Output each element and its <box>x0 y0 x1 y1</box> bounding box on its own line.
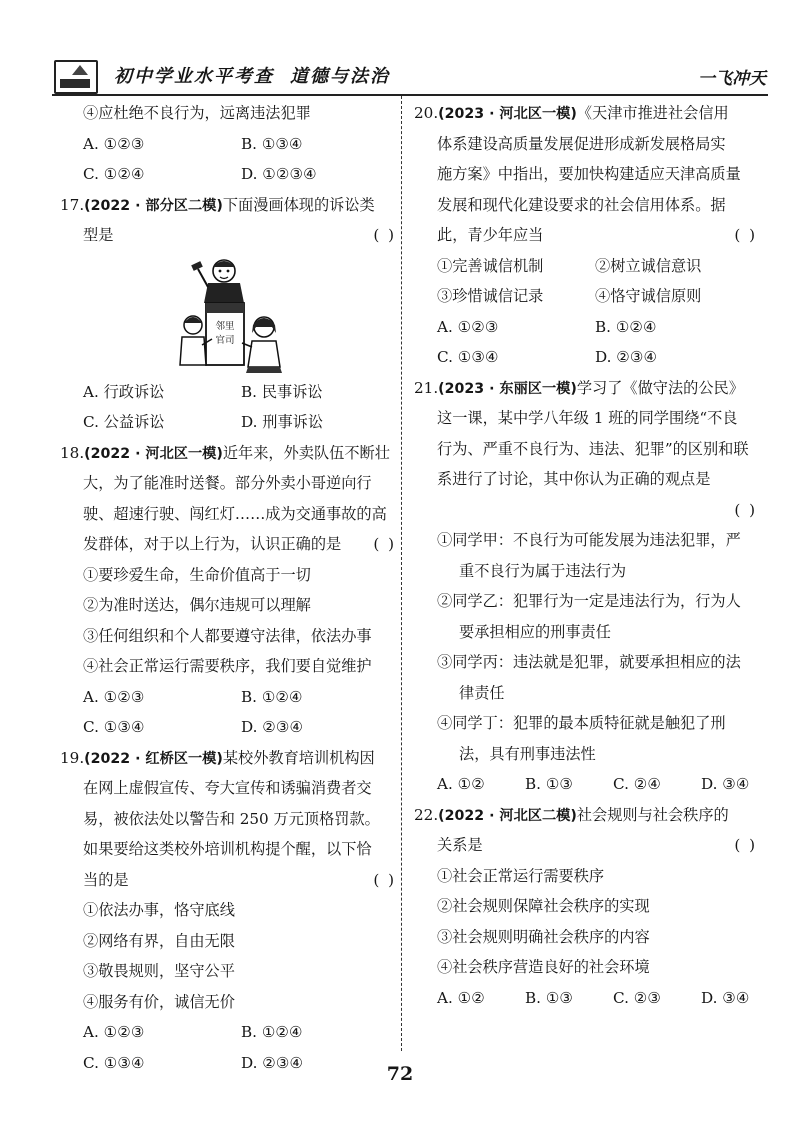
q20-items-row-1 <box>414 251 759 282</box>
q16-item-4: ④应杜绝不良行为，远离违法犯罪 <box>83 104 311 122</box>
q19-stem-line-2: 在网上虚假宣传、夸大宣传和诱骗消费者交 <box>83 779 372 797</box>
q19-option-d[interactable]: D. ②③④ <box>241 1053 304 1072</box>
q18-option-a[interactable]: A. ①②③ <box>83 687 145 706</box>
q19-option-c[interactable]: C. ①③④ <box>83 1053 145 1072</box>
q17-option-d[interactable]: D. 刑事诉讼 <box>241 413 324 431</box>
q20-answer-blank[interactable]: ( ) <box>734 226 757 244</box>
q19-option-a[interactable]: A. ①②③ <box>83 1023 145 1041</box>
q19-stem-line-5 <box>60 865 398 896</box>
q19-options-row-1 <box>60 1017 398 1048</box>
q17-options-row-2 <box>60 407 398 438</box>
q18-item-1: ①要珍爱生命，生命价值高于一切 <box>83 565 311 584</box>
q18-option-b[interactable]: B. ①②④ <box>241 687 303 706</box>
q16-option-a[interactable]: A. ①②③ <box>83 134 145 153</box>
q21-option-b[interactable]: B. ①③ <box>525 775 574 793</box>
q21-stem-line-2: 这一课，某中学八年级 1 班的同学围绕“不良 <box>437 409 738 427</box>
q17-answer-blank[interactable]: ( ) <box>373 226 396 244</box>
q22-item-2: ②社会规则保障社会秩序的实现 <box>437 897 650 915</box>
q16-option-c[interactable]: C. ①②④ <box>83 165 145 183</box>
q21-item-3-line-1: ③同学丙：违法就是犯罪，就要承担相应的法 <box>437 653 741 671</box>
page-number: 72 <box>386 1063 414 1085</box>
q19-item-4: ④服务有价，诚信无价 <box>83 992 235 1011</box>
q21-item-2-line-1: ②同学乙：犯罪行为一定是违法行为，行为人 <box>437 592 741 610</box>
q21-answer-blank[interactable]: ( ) <box>734 500 757 519</box>
q21-options-row <box>414 769 759 800</box>
header-title-left: 初中学业水平考查 <box>114 66 274 87</box>
q21-source: (2023 · 东丽区一模) <box>438 380 577 397</box>
q20-options-row-1 <box>414 312 759 343</box>
q16-option-d[interactable]: D. ①②③④ <box>241 165 317 183</box>
q20-items-row-2 <box>414 281 759 312</box>
q17-option-b[interactable]: B. 民事诉讼 <box>241 382 323 401</box>
q18-item-2: ②为准时送达，偶尔违规可以理解 <box>83 596 311 614</box>
question-16-tail <box>60 98 398 190</box>
q20-item-1: ①完善诚信机制 <box>437 256 544 275</box>
q18-options-row-1 <box>60 682 398 713</box>
q22-item-1: ①社会正常运行需要秩序 <box>437 866 605 885</box>
q22-option-d[interactable]: D. ③④ <box>701 988 750 1007</box>
question-21 <box>414 373 759 800</box>
question-18 <box>60 438 398 743</box>
q21-option-c[interactable]: C. ②④ <box>613 775 661 793</box>
q20-option-a[interactable]: A. ①②③ <box>437 317 499 336</box>
q20-stem-text: 《天津市推进社会信用 <box>576 104 729 122</box>
q20-stem-tail: 此，青少年应当 <box>437 226 544 244</box>
q18-stem-tail: 发群体，对于以上行为，认识正确的是 <box>83 535 342 553</box>
q19-stem-text: 某校外教育培训机构因 <box>222 748 375 767</box>
q21-item-1-line-1: ①同学甲：不良行为可能发展为违法犯罪，严 <box>437 531 741 549</box>
q18-option-d[interactable]: D. ②③④ <box>241 718 304 736</box>
q19-answer-blank[interactable]: ( ) <box>373 870 396 889</box>
question-17 <box>60 190 398 438</box>
q18-item-4: ④社会正常运行需要秩序，我们要自觉维护 <box>83 657 372 675</box>
q20-number: 20. <box>414 104 439 122</box>
q21-option-d[interactable]: D. ③④ <box>701 775 750 793</box>
q18-option-c[interactable]: C. ①③④ <box>83 718 145 736</box>
page-header <box>52 54 768 96</box>
q20-option-b[interactable]: B. ①②④ <box>595 317 657 336</box>
q20-item-2: ②树立诚信意识 <box>595 256 702 275</box>
q21-item-4-line-2: 法，具有刑事违法性 <box>459 744 596 763</box>
q19-item-1: ①依法办事，恪守底线 <box>83 901 235 919</box>
q18-item-3: ③任何组织和个人都要遵守法律，依法办事 <box>83 626 372 645</box>
q18-source: (2022 · 河北区一模) <box>84 445 223 462</box>
q21-stem-text: 学习了《做守法的公民》 <box>576 378 744 397</box>
q17-source: (2022 · 部分区二模) <box>84 197 223 214</box>
q17-number: 17. <box>60 195 85 214</box>
question-19 <box>60 743 398 1079</box>
question-20 <box>414 98 759 373</box>
q21-stem-line-3: 行为、严重不良行为、违法、犯罪”的区别和联 <box>437 439 749 458</box>
q22-options-row <box>414 983 759 1014</box>
q17-option-c[interactable]: C. 公益诉讼 <box>83 413 165 431</box>
q21-item-1-line-2: 重不良行为属于违法行为 <box>459 561 627 580</box>
q16-options-row-1 <box>60 129 398 160</box>
question-22 <box>414 800 759 1014</box>
q18-stem-line-2: 大，为了能准时送餐。部分外卖小哥逆向行 <box>83 474 372 492</box>
q19-number: 19. <box>60 748 85 767</box>
q19-stem-line-4: 如果要给这类校外培训机构提个醒，以下恰 <box>83 840 372 858</box>
q22-number: 22. <box>414 805 439 824</box>
q19-item-2: ②网络有界，自由无限 <box>83 931 235 950</box>
right-column <box>414 98 759 1013</box>
q21-stem-line-4: 系进行了讨论，其中你认为正确的观点是 <box>437 470 711 488</box>
q21-option-a[interactable]: A. ①② <box>437 775 485 793</box>
q16-option-b[interactable]: B. ①③④ <box>241 134 303 153</box>
q17-option-a[interactable]: A. 行政诉讼 <box>83 382 165 401</box>
q20-source: (2023 · 河北区一模) <box>438 106 577 122</box>
header-title <box>114 62 390 88</box>
q19-source: (2022 · 红桥区一模) <box>84 750 223 767</box>
q22-source: (2022 · 河北区二模) <box>438 807 577 824</box>
book-logo-icon <box>54 60 98 94</box>
q22-option-b[interactable]: B. ①③ <box>525 988 574 1007</box>
q22-option-a[interactable]: A. ①② <box>437 988 485 1007</box>
q20-stem-line-4: 发展和现代化建设要求的社会信用体系。据 <box>437 195 726 214</box>
q20-stem-line-3: 施方案》中指出，要加快构建适应天津高质量 <box>437 165 741 183</box>
q19-item-3: ③敬畏规则，坚守公平 <box>83 962 235 980</box>
q18-options-row-2 <box>60 712 398 743</box>
q18-stem-line-3: 驶、超速行驶、闯红灯……成为交通事故的高 <box>83 504 387 523</box>
q20-item-4: ④恪守诚信原则 <box>595 287 702 305</box>
q17-cartoon <box>60 251 398 377</box>
q21-number: 21. <box>414 378 439 397</box>
q22-stem-text: 社会规则与社会秩序的 <box>576 805 729 824</box>
q16-options-row-2 <box>60 159 398 190</box>
q17-stem-line-1 <box>60 190 398 221</box>
q18-stem-line-4 <box>60 529 398 560</box>
q20-stem-line-2: 体系建设高质量发展促进形成新发展格局实 <box>437 134 726 153</box>
q21-stem-line-1 <box>414 373 759 404</box>
q22-stem-line-1 <box>414 800 759 831</box>
q18-stem-line-1 <box>60 438 398 469</box>
q18-answer-blank[interactable]: ( ) <box>373 535 396 553</box>
q19-stem-line-1 <box>60 743 398 774</box>
q21-answer-line <box>414 495 759 526</box>
header-brand: 一飞冲天 <box>698 69 766 89</box>
q21-item-4-line-1: ④同学丁：犯罪的最本质特征就是触犯了刑 <box>437 714 726 732</box>
header-title-right: 道德与法治 <box>290 66 390 87</box>
cartoon-sign-line-1: 邻里 <box>215 320 235 332</box>
q22-stem-tail: 关系是 <box>437 836 483 854</box>
q20-options-row-2 <box>414 342 759 373</box>
q21-item-3-line-2: 律责任 <box>459 683 505 702</box>
q21-item-2-line-2: 要承担相应的刑事责任 <box>459 622 611 641</box>
q18-number: 18. <box>60 443 85 462</box>
q17-stem-text: 下面漫画体现的诉讼类 <box>222 195 375 214</box>
q19-stem-tail: 当的是 <box>83 870 129 889</box>
q20-stem-line-5 <box>414 220 759 251</box>
q22-stem-line-2 <box>414 830 759 861</box>
q22-option-c[interactable]: C. ②③ <box>613 988 661 1007</box>
lawsuit-cartoon-image <box>178 253 288 375</box>
q19-option-b[interactable]: B. ①②④ <box>241 1023 303 1041</box>
q17-stem-line-2 <box>60 220 398 251</box>
column-divider <box>401 96 402 1051</box>
q20-option-c[interactable]: C. ①③④ <box>437 348 499 366</box>
cartoon-sign-line-2: 官司 <box>215 334 235 346</box>
q22-answer-blank[interactable]: ( ) <box>734 836 757 854</box>
q20-item-3: ③珍惜诚信记录 <box>437 287 544 305</box>
q20-stem-line-1 <box>414 98 759 129</box>
left-column <box>60 98 398 1078</box>
q22-item-4: ④社会秩序营造良好的社会环境 <box>437 958 650 976</box>
q17-options-row-1 <box>60 377 398 408</box>
q17-stem-tail: 型是 <box>83 226 114 244</box>
q18-stem-text: 近年来，外卖队伍不断壮 <box>222 443 390 462</box>
q22-item-3: ③社会规则明确社会秩序的内容 <box>437 927 650 946</box>
q20-option-d[interactable]: D. ②③④ <box>595 348 658 366</box>
q19-stem-line-3: 易，被依法处以警告和 250 万元顶格罚款。 <box>83 809 380 828</box>
